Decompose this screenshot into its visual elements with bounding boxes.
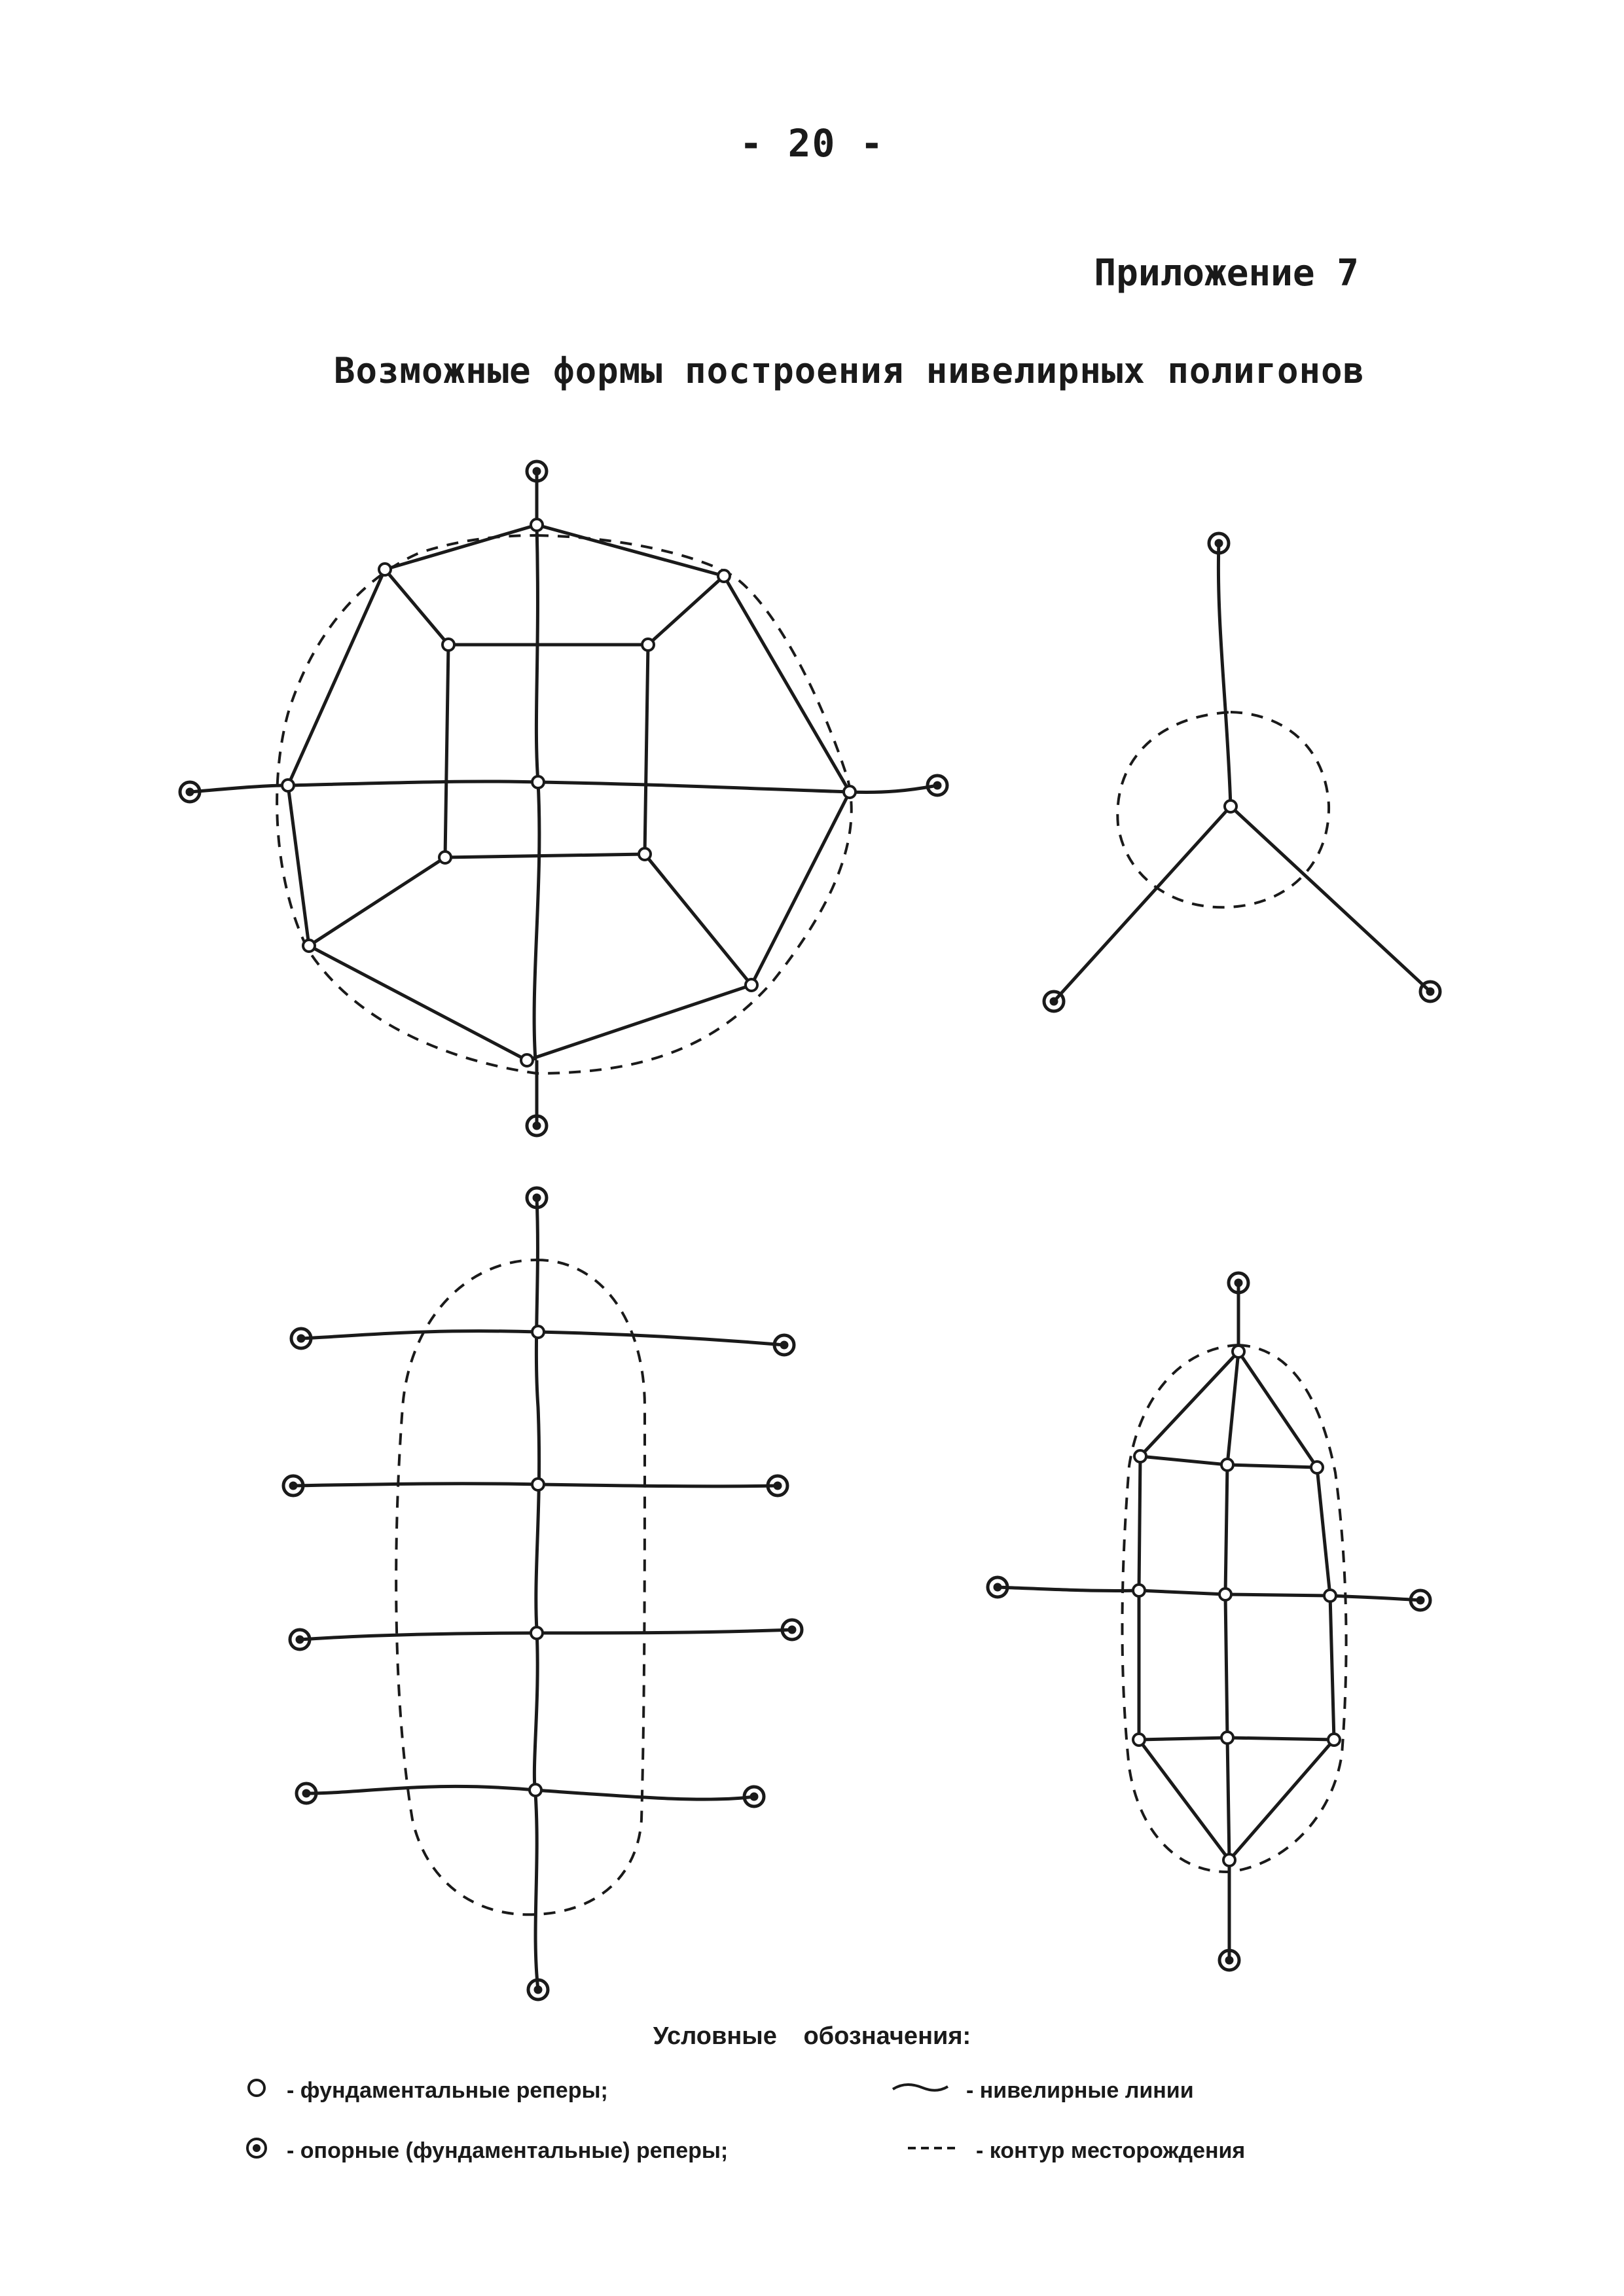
octagon-network-diagram	[180, 461, 947, 1136]
legend-heading: Условные обозначения:	[653, 2022, 971, 2050]
appendix-label: Приложение 7	[1094, 252, 1359, 295]
legend-item-contour	[907, 2135, 1245, 2167]
deposit-contour	[1122, 1345, 1346, 1872]
leveling-lines	[998, 1283, 1420, 1960]
leveling-lines	[190, 471, 937, 1126]
elongated-network-diagram	[988, 1273, 1430, 1970]
deposit-contour	[396, 1260, 645, 1914]
page-number: - 20 -	[739, 121, 885, 166]
leveling-lines	[293, 1198, 792, 1990]
legend-item-support	[244, 2135, 728, 2167]
benchmarks	[283, 1188, 802, 2000]
double-circle-icon	[244, 2135, 270, 2167]
leveling-lines	[1054, 543, 1430, 1001]
hollow-circle-icon	[244, 2075, 270, 2107]
tripod-network-diagram	[1044, 533, 1440, 1011]
legend-item-leveling-lines	[890, 2075, 1194, 2107]
dashed-line-icon	[907, 2135, 959, 2167]
legend-label: - нивелирные линии	[966, 2078, 1194, 2103]
legend-label: - фундаментальные реперы;	[287, 2078, 608, 2103]
page-title: Возможные формы построения нивелирных полигонов	[334, 350, 1365, 391]
legend-item-fundamental	[244, 2075, 608, 2107]
benchmarks	[988, 1273, 1430, 1970]
benchmarks	[1044, 533, 1440, 1011]
deposit-contour	[1117, 712, 1329, 907]
benchmarks	[180, 461, 947, 1136]
ladder-network-diagram	[283, 1188, 802, 2000]
wavy-line-icon	[890, 2075, 949, 2107]
legend-label: - контур месторождения	[976, 2138, 1246, 2163]
legend-label: - опорные (фундаментальные) реперы;	[287, 2138, 729, 2163]
